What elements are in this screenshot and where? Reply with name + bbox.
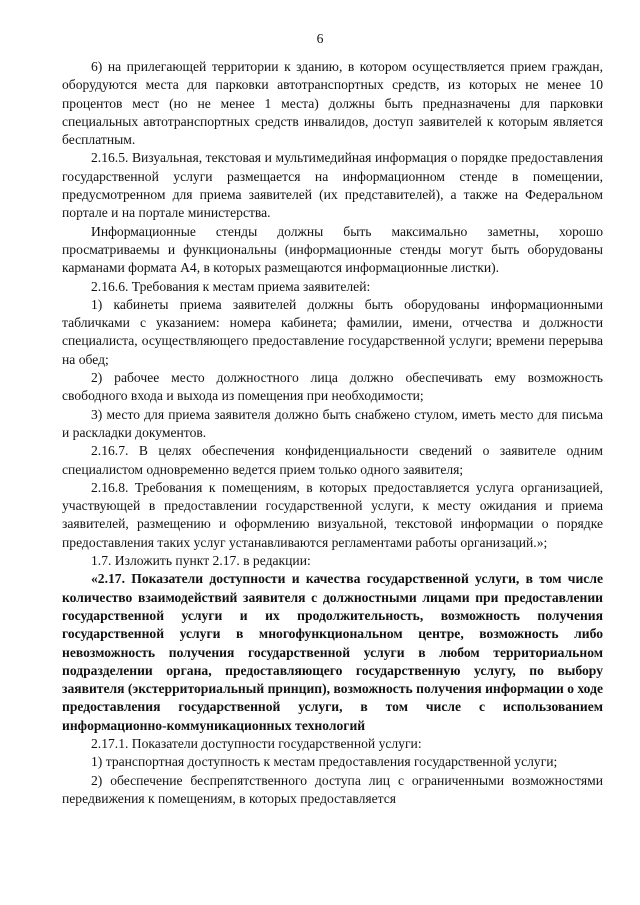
document-body: [62, 58, 603, 808]
paragraph-item-2-workplace: 2) рабочее место должностного лица должно обеспечивать ему возможность свободного входа и выхода из помещения при необходимости;: [62, 370, 603, 404]
paragraph-2-16-8: 2.16.8. Требования к помещениям, в которых предоставляется услуга организацией, участвующей в предоставлении государственной услуги, к месту ожидания и приема заявителей, размещению и оформлению визуальной, текстовой информации о порядке предоставления таких услуг устанавливаются регламентами работы организаций.»;: [62, 479, 603, 550]
paragraph-info-stands: Информационные стенды должны быть максимально заметны, хорошо просматриваемы и функциональны (информационные стенды могут быть оборудованы карманами формата А4, в которых размещаются информационные листки).: [62, 223, 603, 276]
paragraph-1-7: 1.7. Изложить пункт 2.17. в редакции:: [91, 553, 311, 569]
paragraph-access: 2) обеспечение беспрепятственного доступа лиц с ограниченными возможностями передвижения к помещениям, в которых предоставляется: [62, 772, 603, 806]
paragraph-2-16-6: 2.16.6. Требования к местам приема заявителей:: [91, 278, 371, 294]
paragraph-2-16-5: 2.16.5. Визуальная, текстовая и мультимедийная информация о порядке предоставления государственной услуги размещается на информационном стенде в помещении, предусмотренном для приема заявителей (их представителей), а также на Федеральном портале и на портале министерства.: [62, 150, 603, 221]
paragraph-2-17-1: 2.17.1. Показатели доступности государственной услуги:: [91, 735, 422, 751]
paragraph-item-3-chair: 3) место для приема заявителя должно быть снабжено стулом, иметь место для письма и раскладки документов.: [62, 406, 603, 440]
page-number: 6: [316, 31, 324, 46]
paragraph-2-16-7: 2.16.7. В целях обеспечения конфиденциальности сведений о заявителе одним специалистом одновременно ведется прием только одного заявителя;: [62, 443, 603, 477]
paragraph-transport: 1) транспортная доступность к местам предоставления государственной услуги;: [91, 754, 558, 770]
paragraph-parking: 6) на прилегающей территории к зданию, в котором осуществляется прием граждан, оборудуются места для парковки автотранспортных средств, из которых не менее 10 процентов мест (но не менее 1 места) должны быть предназначены для парковки специальных автотранспортных средств инвалидов, доступ заявителей к которым является бесплатным.: [62, 59, 603, 148]
paragraph-item-1-offices: 1) кабинеты приема заявителей должны быть оборудованы информационными табличками с указанием: номера кабинета; фамилии, имени, отчества и должности специалиста, осуществляющего предоставление государственной услуги; времени перерыва на обед;: [62, 296, 603, 367]
paragraph-2-17-bold: «2.17. Показатели доступности и качества государственной услуги, в том числе количество взаимодействий заявителя с должностными лицами при предоставлении государственной услуги и их продолжительность, возможность получения государственной услуги в многофункциональном центре, возможность либо невозможность получения государственной услуги в любом территориальном подразделении органа, предоставляющего государственную услугу, по выбору заявителя (экстерриториальный принцип), возможность получения информации о ходе предоставления государственной услуги, в том числе с использованием информационно-коммуникационных технологий: [62, 571, 603, 733]
